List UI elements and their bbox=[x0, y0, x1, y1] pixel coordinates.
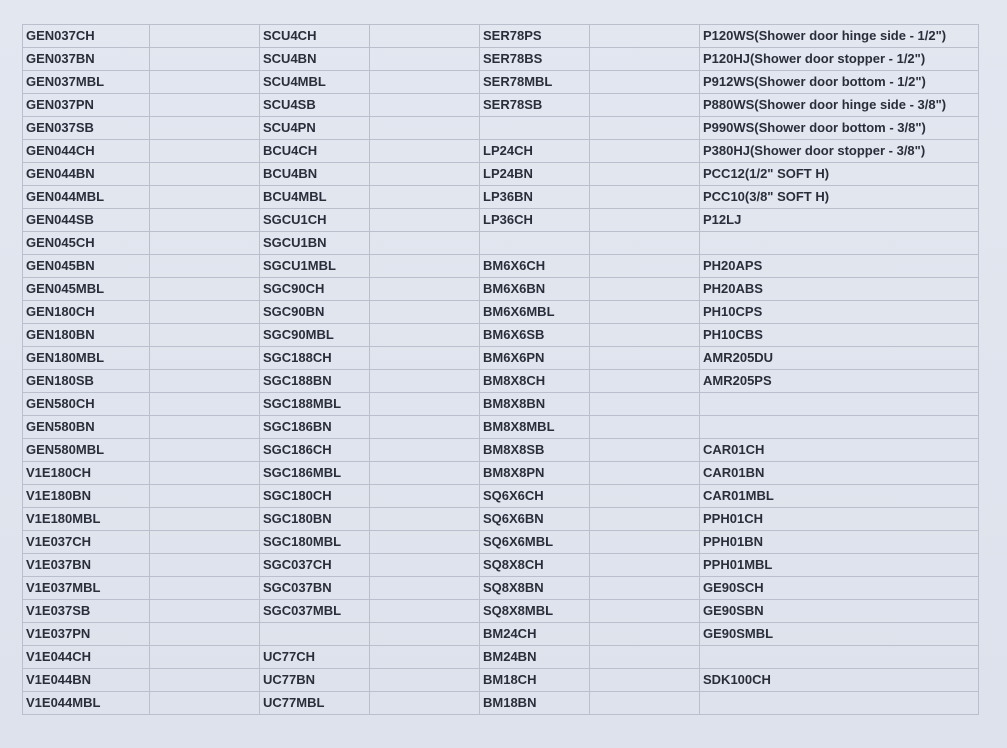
table-cell: SCU4SB bbox=[260, 94, 370, 117]
empty-cell bbox=[150, 462, 260, 485]
table-cell: GEN580CH bbox=[23, 393, 150, 416]
table-cell: V1E037BN bbox=[23, 554, 150, 577]
table-cell: SGC90BN bbox=[260, 301, 370, 324]
table-cell: GEN037SB bbox=[23, 117, 150, 140]
table-cell: SGCU1BN bbox=[260, 232, 370, 255]
table-row bbox=[23, 163, 979, 186]
empty-cell bbox=[150, 669, 260, 692]
table-cell: SER78SB bbox=[480, 94, 590, 117]
table-cell: BM6X6CH bbox=[480, 255, 590, 278]
table-cell: SER78PS bbox=[480, 25, 590, 48]
table-cell: GEN037CH bbox=[23, 25, 150, 48]
table-cell: BM6X6PN bbox=[480, 347, 590, 370]
table-row bbox=[23, 370, 979, 393]
empty-cell bbox=[150, 692, 260, 715]
table-cell: GE90SBN bbox=[700, 600, 979, 623]
table-cell: SGC188MBL bbox=[260, 393, 370, 416]
table-cell: SGC037CH bbox=[260, 554, 370, 577]
table-cell: SCU4BN bbox=[260, 48, 370, 71]
table-cell: SER78MBL bbox=[480, 71, 590, 94]
table-cell: CAR01BN bbox=[700, 462, 979, 485]
table-cell: PCC10(3/8" SOFT H) bbox=[700, 186, 979, 209]
table-row bbox=[23, 25, 979, 48]
table-cell: GEN045BN bbox=[23, 255, 150, 278]
empty-cell bbox=[590, 623, 700, 646]
table-cell: PPH01BN bbox=[700, 531, 979, 554]
empty-cell bbox=[590, 554, 700, 577]
table-row bbox=[23, 485, 979, 508]
table-row bbox=[23, 324, 979, 347]
table-row bbox=[23, 531, 979, 554]
table-cell: PCC12(1/2" SOFT H) bbox=[700, 163, 979, 186]
table-cell: SGC180MBL bbox=[260, 531, 370, 554]
table-row bbox=[23, 554, 979, 577]
table-cell: BM8X8BN bbox=[480, 393, 590, 416]
empty-cell bbox=[150, 439, 260, 462]
table-row bbox=[23, 117, 979, 140]
table-cell: V1E180MBL bbox=[23, 508, 150, 531]
table-cell bbox=[480, 117, 590, 140]
empty-cell bbox=[370, 163, 480, 186]
table-cell: BM8X8CH bbox=[480, 370, 590, 393]
table-cell: P12LJ bbox=[700, 209, 979, 232]
empty-cell bbox=[150, 623, 260, 646]
table-cell: BM8X8MBL bbox=[480, 416, 590, 439]
table-row bbox=[23, 692, 979, 715]
table-cell: GEN180SB bbox=[23, 370, 150, 393]
table-cell: PH10CPS bbox=[700, 301, 979, 324]
table-cell: SGCU1CH bbox=[260, 209, 370, 232]
table-cell: SGC186MBL bbox=[260, 462, 370, 485]
empty-cell bbox=[590, 370, 700, 393]
empty-cell bbox=[590, 485, 700, 508]
table-row bbox=[23, 71, 979, 94]
table-cell: GEN580MBL bbox=[23, 439, 150, 462]
table-cell: SCU4PN bbox=[260, 117, 370, 140]
empty-cell bbox=[370, 531, 480, 554]
empty-cell bbox=[590, 255, 700, 278]
empty-cell bbox=[590, 140, 700, 163]
table-cell: AMR205DU bbox=[700, 347, 979, 370]
empty-cell bbox=[370, 209, 480, 232]
table-row bbox=[23, 577, 979, 600]
table-cell: BM24CH bbox=[480, 623, 590, 646]
empty-cell bbox=[370, 646, 480, 669]
empty-cell bbox=[370, 186, 480, 209]
table-cell bbox=[700, 232, 979, 255]
table-cell: BM8X8PN bbox=[480, 462, 590, 485]
empty-cell bbox=[590, 439, 700, 462]
table-cell bbox=[700, 692, 979, 715]
table-cell: GEN180MBL bbox=[23, 347, 150, 370]
table-cell: SQ6X6BN bbox=[480, 508, 590, 531]
empty-cell bbox=[590, 163, 700, 186]
empty-cell bbox=[370, 255, 480, 278]
table-cell: GEN037PN bbox=[23, 94, 150, 117]
empty-cell bbox=[590, 669, 700, 692]
empty-cell bbox=[150, 71, 260, 94]
table-cell: BM6X6BN bbox=[480, 278, 590, 301]
table-cell: BCU4BN bbox=[260, 163, 370, 186]
table-row bbox=[23, 393, 979, 416]
empty-cell bbox=[590, 324, 700, 347]
table-cell: PH20APS bbox=[700, 255, 979, 278]
empty-cell bbox=[370, 508, 480, 531]
table-cell: P990WS(Shower door bottom - 3/8") bbox=[700, 117, 979, 140]
empty-cell bbox=[590, 209, 700, 232]
empty-cell bbox=[370, 439, 480, 462]
empty-cell bbox=[150, 485, 260, 508]
empty-cell bbox=[370, 393, 480, 416]
table-row bbox=[23, 186, 979, 209]
table-cell: SQ6X6MBL bbox=[480, 531, 590, 554]
table-cell bbox=[700, 393, 979, 416]
table-cell: GEN180BN bbox=[23, 324, 150, 347]
table-cell: LP36BN bbox=[480, 186, 590, 209]
empty-cell bbox=[370, 48, 480, 71]
empty-cell bbox=[150, 508, 260, 531]
empty-cell bbox=[150, 48, 260, 71]
empty-cell bbox=[150, 577, 260, 600]
table-cell: GEN580BN bbox=[23, 416, 150, 439]
empty-cell bbox=[590, 462, 700, 485]
table-cell: SQ6X6CH bbox=[480, 485, 590, 508]
table-cell: PPH01CH bbox=[700, 508, 979, 531]
table-row bbox=[23, 623, 979, 646]
empty-cell bbox=[370, 117, 480, 140]
table-cell: SGC180BN bbox=[260, 508, 370, 531]
empty-cell bbox=[370, 577, 480, 600]
table-cell: V1E044BN bbox=[23, 669, 150, 692]
table-row bbox=[23, 94, 979, 117]
empty-cell bbox=[370, 692, 480, 715]
table-cell: V1E180BN bbox=[23, 485, 150, 508]
table-cell: GE90SCH bbox=[700, 577, 979, 600]
empty-cell bbox=[590, 531, 700, 554]
empty-cell bbox=[370, 140, 480, 163]
table-cell: BCU4MBL bbox=[260, 186, 370, 209]
table-cell: GEN037BN bbox=[23, 48, 150, 71]
table-cell: P120HJ(Shower door stopper - 1/2") bbox=[700, 48, 979, 71]
table-cell: SGC90CH bbox=[260, 278, 370, 301]
table-cell: V1E037PN bbox=[23, 623, 150, 646]
table-cell: UC77CH bbox=[260, 646, 370, 669]
table-cell: AMR205PS bbox=[700, 370, 979, 393]
table-cell: BM6X6SB bbox=[480, 324, 590, 347]
table-cell: UC77MBL bbox=[260, 692, 370, 715]
table-row bbox=[23, 140, 979, 163]
table-row bbox=[23, 416, 979, 439]
empty-cell bbox=[590, 301, 700, 324]
empty-cell bbox=[150, 554, 260, 577]
empty-cell bbox=[150, 347, 260, 370]
empty-cell bbox=[590, 692, 700, 715]
empty-cell bbox=[590, 600, 700, 623]
empty-cell bbox=[590, 577, 700, 600]
empty-cell bbox=[590, 48, 700, 71]
empty-cell bbox=[150, 301, 260, 324]
empty-cell bbox=[150, 232, 260, 255]
empty-cell bbox=[370, 600, 480, 623]
empty-cell bbox=[150, 25, 260, 48]
empty-cell bbox=[590, 25, 700, 48]
empty-cell bbox=[150, 255, 260, 278]
table-cell: BM6X6MBL bbox=[480, 301, 590, 324]
table-cell: GEN037MBL bbox=[23, 71, 150, 94]
table-cell: CAR01MBL bbox=[700, 485, 979, 508]
table-row bbox=[23, 48, 979, 71]
empty-cell bbox=[150, 531, 260, 554]
empty-cell bbox=[370, 71, 480, 94]
empty-cell bbox=[370, 554, 480, 577]
empty-cell bbox=[150, 140, 260, 163]
table-cell: GEN044MBL bbox=[23, 186, 150, 209]
table-cell: GEN045MBL bbox=[23, 278, 150, 301]
empty-cell bbox=[150, 600, 260, 623]
empty-cell bbox=[590, 347, 700, 370]
table-cell: GEN044CH bbox=[23, 140, 150, 163]
table-cell: GEN180CH bbox=[23, 301, 150, 324]
empty-cell bbox=[370, 623, 480, 646]
table-row bbox=[23, 646, 979, 669]
empty-cell bbox=[370, 232, 480, 255]
table-cell: V1E037SB bbox=[23, 600, 150, 623]
table-cell: P912WS(Shower door bottom - 1/2") bbox=[700, 71, 979, 94]
table-cell bbox=[700, 646, 979, 669]
table-row bbox=[23, 508, 979, 531]
empty-cell bbox=[370, 416, 480, 439]
empty-cell bbox=[370, 278, 480, 301]
table-cell: LP24CH bbox=[480, 140, 590, 163]
table-row bbox=[23, 209, 979, 232]
table-cell: SQ8X8BN bbox=[480, 577, 590, 600]
table-cell: P880WS(Shower door hinge side - 3/8") bbox=[700, 94, 979, 117]
empty-cell bbox=[150, 117, 260, 140]
table-cell: GEN044SB bbox=[23, 209, 150, 232]
table-cell: SGC186BN bbox=[260, 416, 370, 439]
table-cell: SGC188BN bbox=[260, 370, 370, 393]
table-row bbox=[23, 347, 979, 370]
table-cell: V1E044MBL bbox=[23, 692, 150, 715]
table-cell: P380HJ(Shower door stopper - 3/8") bbox=[700, 140, 979, 163]
empty-cell bbox=[590, 71, 700, 94]
empty-cell bbox=[590, 393, 700, 416]
table-cell: PPH01MBL bbox=[700, 554, 979, 577]
table-row bbox=[23, 669, 979, 692]
table-cell: SER78BS bbox=[480, 48, 590, 71]
table-cell: SGC90MBL bbox=[260, 324, 370, 347]
table-cell: LP36CH bbox=[480, 209, 590, 232]
table-cell: SQ8X8CH bbox=[480, 554, 590, 577]
empty-cell bbox=[590, 232, 700, 255]
table-row bbox=[23, 462, 979, 485]
empty-cell bbox=[150, 186, 260, 209]
table-row bbox=[23, 278, 979, 301]
table-row bbox=[23, 255, 979, 278]
empty-cell bbox=[150, 393, 260, 416]
empty-cell bbox=[590, 646, 700, 669]
empty-cell bbox=[150, 416, 260, 439]
table-cell bbox=[480, 232, 590, 255]
table-row bbox=[23, 301, 979, 324]
empty-cell bbox=[370, 347, 480, 370]
table-cell: UC77BN bbox=[260, 669, 370, 692]
empty-cell bbox=[370, 669, 480, 692]
product-code-table bbox=[22, 24, 979, 715]
table-cell: SGCU1MBL bbox=[260, 255, 370, 278]
empty-cell bbox=[590, 117, 700, 140]
empty-cell bbox=[370, 462, 480, 485]
empty-cell bbox=[150, 370, 260, 393]
table-cell: SCU4MBL bbox=[260, 71, 370, 94]
table-row bbox=[23, 600, 979, 623]
empty-cell bbox=[590, 94, 700, 117]
table-cell bbox=[260, 623, 370, 646]
empty-cell bbox=[370, 370, 480, 393]
table-cell: BM8X8SB bbox=[480, 439, 590, 462]
empty-cell bbox=[590, 416, 700, 439]
table-cell: SCU4CH bbox=[260, 25, 370, 48]
empty-cell bbox=[590, 508, 700, 531]
table-cell: PH10CBS bbox=[700, 324, 979, 347]
table-cell: PH20ABS bbox=[700, 278, 979, 301]
table-row bbox=[23, 439, 979, 462]
table-cell: GEN044BN bbox=[23, 163, 150, 186]
table-cell: BCU4CH bbox=[260, 140, 370, 163]
table-cell: P120WS(Shower door hinge side - 1/2") bbox=[700, 25, 979, 48]
empty-cell bbox=[150, 278, 260, 301]
table-cell: SGC037BN bbox=[260, 577, 370, 600]
empty-cell bbox=[370, 25, 480, 48]
table-cell: V1E037CH bbox=[23, 531, 150, 554]
empty-cell bbox=[370, 485, 480, 508]
table-cell: SDK100CH bbox=[700, 669, 979, 692]
empty-cell bbox=[150, 646, 260, 669]
table-row bbox=[23, 232, 979, 255]
table-cell bbox=[700, 416, 979, 439]
table-cell: SGC188CH bbox=[260, 347, 370, 370]
table-cell: SGC180CH bbox=[260, 485, 370, 508]
table-cell: GE90SMBL bbox=[700, 623, 979, 646]
table-cell: CAR01CH bbox=[700, 439, 979, 462]
empty-cell bbox=[150, 324, 260, 347]
table-cell: SGC037MBL bbox=[260, 600, 370, 623]
table-cell: BM18CH bbox=[480, 669, 590, 692]
table-cell: SGC186CH bbox=[260, 439, 370, 462]
empty-cell bbox=[150, 209, 260, 232]
table-cell: GEN045CH bbox=[23, 232, 150, 255]
table-cell: V1E180CH bbox=[23, 462, 150, 485]
empty-cell bbox=[150, 163, 260, 186]
table-cell: BM18BN bbox=[480, 692, 590, 715]
empty-cell bbox=[590, 278, 700, 301]
table-cell: BM24BN bbox=[480, 646, 590, 669]
table-cell: LP24BN bbox=[480, 163, 590, 186]
empty-cell bbox=[590, 186, 700, 209]
table-cell: V1E037MBL bbox=[23, 577, 150, 600]
empty-cell bbox=[150, 94, 260, 117]
empty-cell bbox=[370, 324, 480, 347]
table-cell: V1E044CH bbox=[23, 646, 150, 669]
empty-cell bbox=[370, 94, 480, 117]
empty-cell bbox=[370, 301, 480, 324]
table-cell: SQ8X8MBL bbox=[480, 600, 590, 623]
